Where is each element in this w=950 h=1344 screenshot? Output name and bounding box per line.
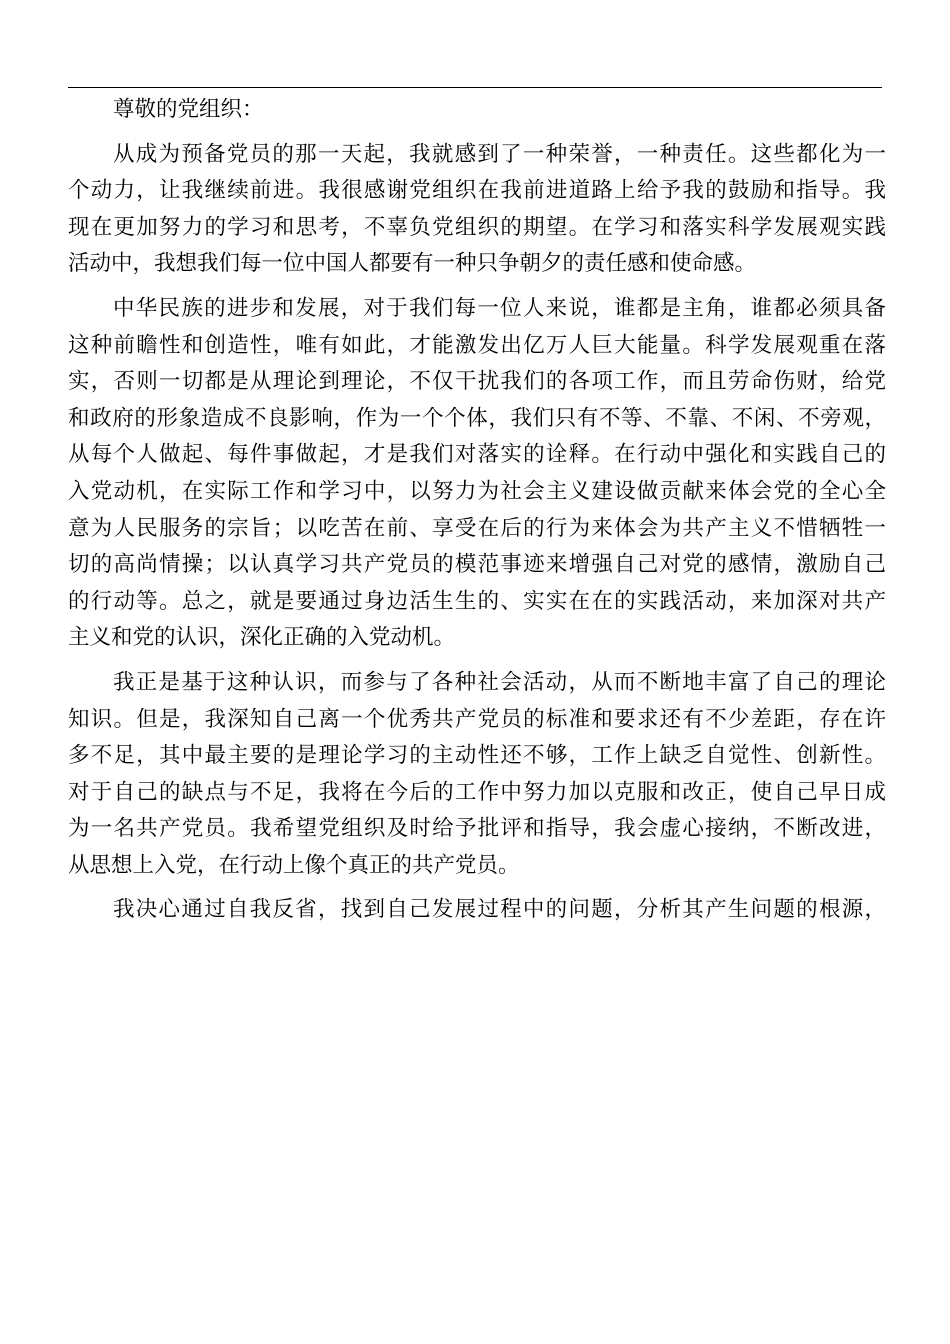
paragraph-line: 从成为预备党员的那一天起，我就感到了一种荣誉，一种责任。这些都化为一 xyxy=(113,141,886,167)
paragraph-line: 入党动机，在实际工作和学习中，以努力为社会主义建设做贡献来体会党的全心全 xyxy=(68,478,886,504)
paragraph-line: 切的高尚情操；以认真学习共产党员的模范事迹来增强自己对党的感情，激励自己 xyxy=(68,552,886,578)
paragraph-line: 为一名共产党员。我希望党组织及时给予批评和指导，我会虚心接纳，不断改进， xyxy=(68,816,886,842)
paragraph-line: 我正是基于这种认识，而参与了各种社会活动，从而不断地丰富了自己的理论 xyxy=(113,669,886,695)
paragraph-line: 这种前瞻性和创造性，唯有如此，才能激发出亿万人巨大能量。科学发展观重在落 xyxy=(68,332,886,358)
paragraph-1 xyxy=(68,137,886,283)
paragraph-line: 主义和党的认识，深化正确的入党动机。 xyxy=(68,625,456,651)
paragraph-line: 个动力，让我继续前进。我很感谢党组织在我前进道路上给予我的鼓励和指导。我 xyxy=(68,178,886,204)
salutation: 尊敬的党组织： xyxy=(113,97,264,122)
paragraph-line: 多不足，其中最主要的是理论学习的主动性还不够，工作上缺乏自觉性、创新性。 xyxy=(68,743,886,769)
paragraph-line: 从思想上入党，在行动上像个真正的共产党员。 xyxy=(68,852,520,878)
paragraph-line: 意为人民服务的宗旨；以吃苦在前、享受在后的行为来体会为共产主义不惜牺牲一 xyxy=(68,515,886,541)
paragraph-line: 实，否则一切都是从理论到理论，不仅干扰我们的各项工作，而且劳命伤财，给党 xyxy=(68,369,886,395)
paragraph-line: 活动中，我想我们每一位中国人都要有一种只争朝夕的责任感和使命感。 xyxy=(68,251,757,277)
paragraph-gap xyxy=(68,657,886,665)
paragraph-gap xyxy=(68,129,886,137)
paragraph-line: 的行动等。总之，就是要通过身边活生生的、实实在在的实践活动，来加深对共产 xyxy=(68,588,886,614)
header-rule xyxy=(68,87,882,88)
paragraph-line: 知识。但是，我深知自己离一个优秀共产党员的标准和要求还有不少差距，存在许 xyxy=(68,706,886,732)
paragraph-2 xyxy=(68,291,886,657)
paragraph-line: 中华民族的进步和发展，对于我们每一位人来说，谁都是主角，谁都必须具备 xyxy=(113,295,886,321)
paragraph-gap xyxy=(68,884,886,892)
paragraph-line: 我决心通过自我反省，找到自己发展过程中的问题，分析其产生问题的根源， xyxy=(113,897,886,923)
paragraph-line: 从每个人做起、每件事做起，才是我们对落实的诠释。在行动中强化和实践自己的 xyxy=(68,442,886,468)
document-body xyxy=(68,92,886,929)
paragraph-line: 对于自己的缺点与不足，我将在今后的工作中努力加以克服和改正，使自己早日成 xyxy=(68,779,886,805)
paragraph-3 xyxy=(68,665,886,885)
paragraph-line: 现在更加努力的学习和思考，不辜负党组织的期望。在学习和落实科学发展观实践 xyxy=(68,214,886,240)
paragraph-line: 和政府的形象造成不良影响，作为一个个体，我们只有不等、不靠、不闲、不旁观， xyxy=(68,405,886,431)
paragraph-4 xyxy=(68,892,886,929)
paragraph-gap xyxy=(68,283,886,291)
